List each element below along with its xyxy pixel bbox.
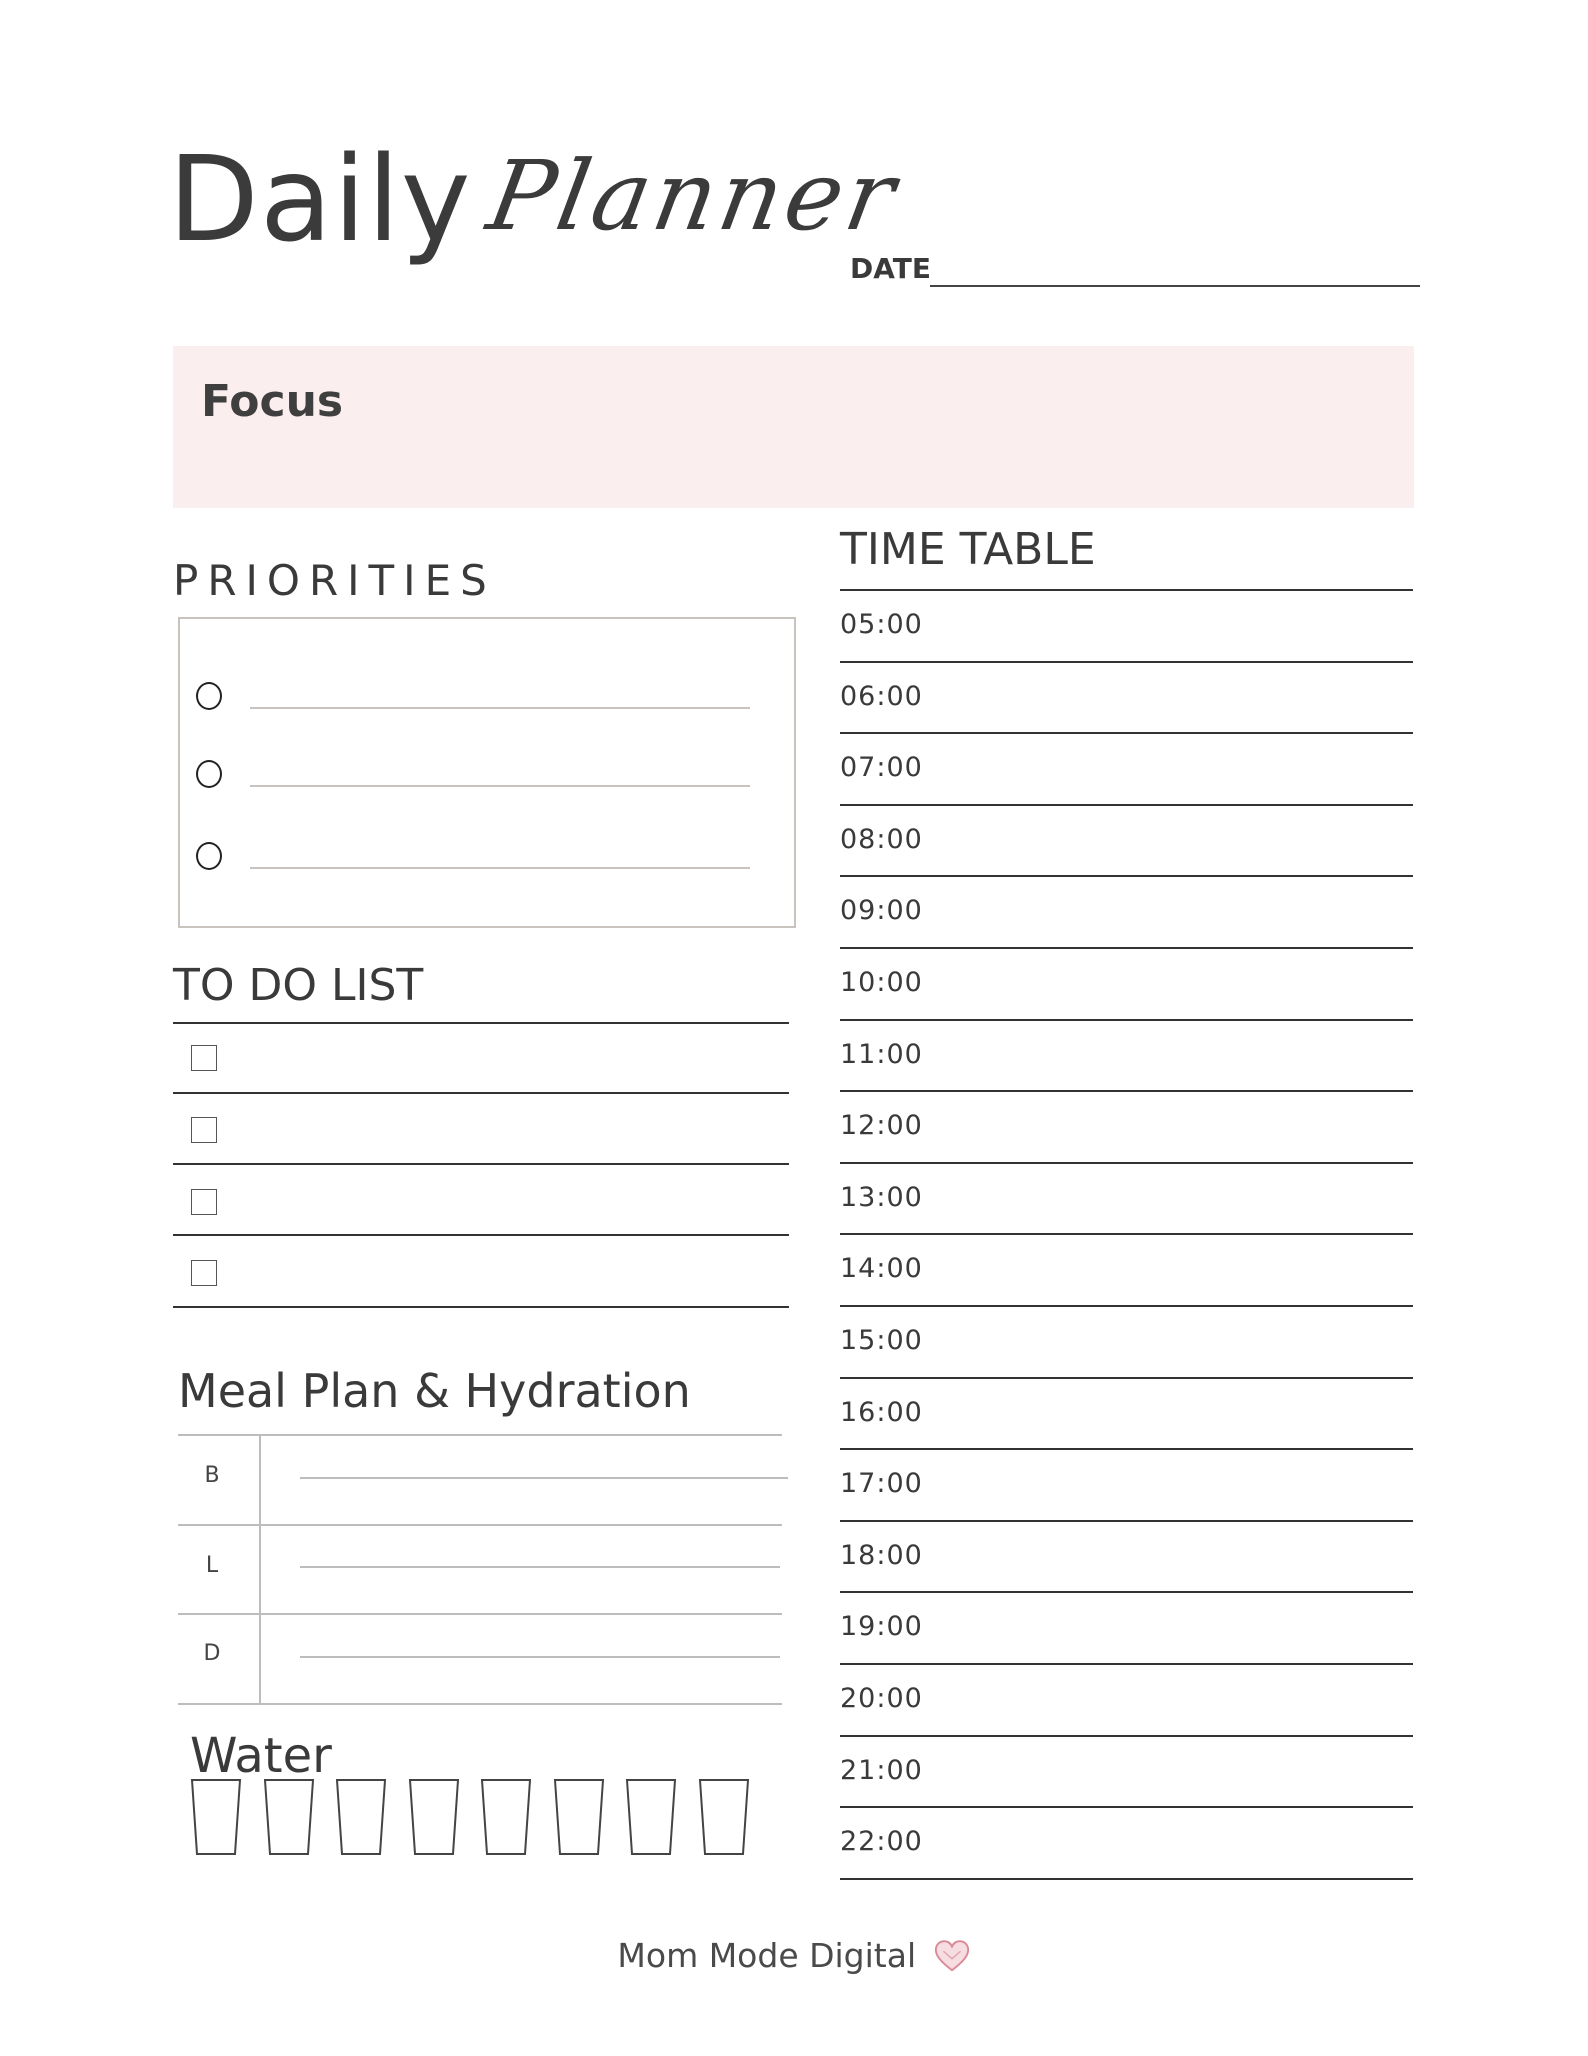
todo-row-line-1[interactable]	[173, 1092, 789, 1094]
todo-checkbox-2[interactable]	[191, 1117, 217, 1143]
title-planner-script: Planner	[480, 140, 907, 252]
timetable-slot-line[interactable]	[840, 1305, 1413, 1307]
todo-checkbox-1[interactable]	[191, 1045, 217, 1071]
timetable-time-label: 16:00	[840, 1396, 923, 1428]
timetable-time-label: 15:00	[840, 1325, 923, 1356]
timetable-slot-line[interactable]	[840, 1663, 1413, 1665]
todo-row-line-3[interactable]	[173, 1234, 789, 1236]
footer	[0, 1936, 1588, 1975]
meal-line-dinner[interactable]	[300, 1656, 780, 1658]
timetable-time-label: 13:00	[840, 1181, 923, 1213]
heart-icon	[933, 1938, 971, 1974]
timetable-slot-line[interactable]	[840, 1377, 1413, 1379]
timetable-time-label: 05:00	[840, 609, 923, 640]
focus-label: Focus	[201, 376, 344, 427]
water-cup-icon[interactable]	[625, 1778, 677, 1856]
priority-line-3[interactable]	[250, 867, 750, 869]
meal-rule-bottom	[178, 1703, 782, 1705]
timetable-title: TIME TABLE	[840, 524, 1096, 575]
meal-letter-dinner: D	[203, 1641, 221, 1666]
timetable-time-label: 21:00	[840, 1754, 923, 1786]
timetable-time-label: 07:00	[840, 752, 923, 784]
water-cup-icon[interactable]	[480, 1778, 532, 1856]
timetable-slot-line[interactable]	[840, 1520, 1413, 1522]
timetable-slot-line[interactable]	[840, 1090, 1413, 1092]
focus-band[interactable]	[173, 346, 1414, 508]
priorities-title: PRIORITIES	[173, 556, 496, 605]
water-cup-icon[interactable]	[553, 1778, 605, 1856]
date-label: DATE	[850, 252, 931, 285]
timetable-time-label: 09:00	[840, 895, 923, 927]
meal-rule-1	[178, 1524, 782, 1526]
water-cup-icon[interactable]	[408, 1778, 460, 1856]
priority-circle-1[interactable]	[196, 682, 222, 710]
priority-line-1[interactable]	[250, 707, 750, 709]
timetable-slot-line[interactable]	[840, 1735, 1413, 1737]
todo-rule	[173, 1022, 789, 1024]
meal-letter-breakfast: B	[204, 1463, 220, 1488]
timetable-time-label: 18:00	[840, 1539, 923, 1571]
meal-line-lunch[interactable]	[300, 1566, 780, 1568]
todo-row-line-2[interactable]	[173, 1163, 789, 1165]
date-field-line[interactable]	[930, 285, 1420, 287]
timetable-slot-line[interactable]	[840, 1878, 1413, 1880]
meal-divider	[259, 1434, 261, 1704]
timetable-slot-line[interactable]	[840, 661, 1413, 663]
timetable-slot-line[interactable]	[840, 1162, 1413, 1164]
title-daily: Daily	[168, 130, 472, 268]
priority-circle-3[interactable]	[196, 842, 222, 870]
water-tracker	[190, 1778, 790, 1858]
timetable-rule-top	[840, 589, 1413, 591]
water-cup-icon[interactable]	[190, 1778, 242, 1856]
timetable-slot-line[interactable]	[840, 1233, 1413, 1235]
todo-checkbox-4[interactable]	[191, 1260, 217, 1286]
footer-brand: Mom Mode Digital	[617, 1936, 917, 1975]
priorities-box	[178, 617, 796, 928]
timetable-slot-line[interactable]	[840, 947, 1413, 949]
todo-title: TO DO LIST	[173, 960, 424, 1011]
timetable-time-label: 06:00	[840, 680, 923, 712]
meal-rule-top	[178, 1434, 782, 1436]
timetable-time-label: 14:00	[840, 1253, 923, 1285]
water-cup-icon[interactable]	[263, 1778, 315, 1856]
priority-line-2[interactable]	[250, 785, 750, 787]
timetable-slot-line[interactable]	[840, 1448, 1413, 1450]
timetable-slot-line[interactable]	[840, 732, 1413, 734]
timetable-slot-line[interactable]	[840, 1591, 1413, 1593]
timetable-time-label: 19:00	[840, 1611, 923, 1643]
todo-checkbox-3[interactable]	[191, 1189, 217, 1215]
water-title: Water	[190, 1728, 332, 1784]
timetable-time-label: 11:00	[840, 1038, 923, 1070]
timetable-time-label: 08:00	[840, 823, 923, 855]
timetable-slot-line[interactable]	[840, 875, 1413, 877]
meal-letter-lunch: L	[205, 1553, 219, 1578]
priority-circle-2[interactable]	[196, 760, 222, 788]
water-cup-icon[interactable]	[698, 1778, 750, 1856]
water-cup-icon[interactable]	[335, 1778, 387, 1856]
timetable-time-label: 22:00	[840, 1826, 923, 1858]
timetable-time-label: 20:00	[840, 1683, 923, 1714]
timetable-slot-line[interactable]	[840, 1806, 1413, 1808]
timetable-time-label: 12:00	[840, 1110, 923, 1142]
meal-plan-title: Meal Plan & Hydration	[178, 1364, 691, 1418]
timetable-time-label: 10:00	[840, 967, 923, 998]
timetable-slot-line[interactable]	[840, 1019, 1413, 1021]
timetable-time-label: 17:00	[840, 1468, 923, 1500]
todo-row-line-4[interactable]	[173, 1306, 789, 1308]
meal-rule-2	[178, 1613, 782, 1615]
timetable-slot-line[interactable]	[840, 804, 1413, 806]
meal-line-breakfast[interactable]	[300, 1477, 788, 1479]
